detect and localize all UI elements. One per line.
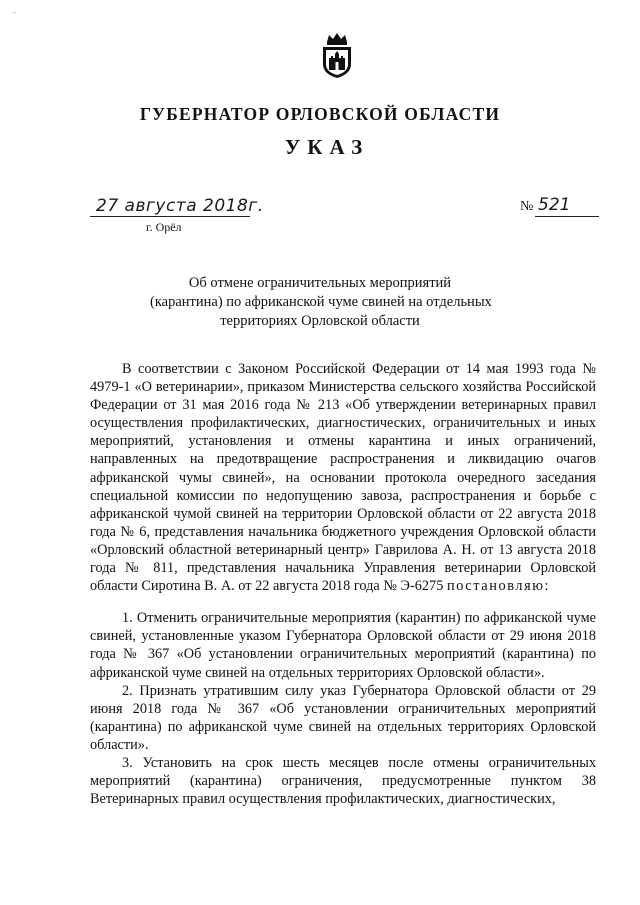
preamble-paragraph	[90, 360, 596, 595]
document-type: УКАЗ	[284, 135, 370, 159]
scan-mark: ··	[12, 9, 17, 17]
handwritten-date: 27 августа 2018г.	[96, 196, 264, 216]
subject-line-1: Об отмене ограничительных мероприятий	[188, 275, 452, 291]
item-1: 1. Отменить ограничительные мероприятия (карантин) по африканской чуме свиней, установленные указом Губернатора Орловской области от 29 июня 2018 года № 367 «Об установлении ограничительных мероприятий (карантина) по африканской чуме свиней на отдельных территориях Орловской области».	[90, 610, 596, 681]
subject-line-2: (карантина) по африканской чуме свиней на отдельных	[150, 294, 492, 310]
decree-word: постановляю:	[446, 578, 551, 595]
coat-of-arms-icon	[320, 30, 354, 80]
handwritten-number: 521	[538, 195, 571, 215]
decree-body	[90, 360, 596, 808]
decree-subject	[150, 274, 490, 331]
preamble-text: В соответствии с Законом Российской Федерации от 14 мая 1993 года № 4979-1 «О ветеринарии», приказом Министерства сельского хозяйства Российской Федерации от 31 мая 2016 года № 213 «Об утверждении ветеринарных правил осуществления профилактических, диагностических, ограничительных и иных мероприятий, установления и отмены карантина и иных ограничений, направленных на предотвращение распространения и ликвидацию очагов африканской чумы свиней», на основании протокола очередного заседания специальной комиссии по недопущению завоза, распространения и борьбе с африканской чумой свиней на территории Орловской области от 22 августа 2018 года № 6, представления начальника бюджетного учреждения Орловской области «Орловский областной ветеринарный центр» Гаврилова А. Н. от 13 августа 2018 года № 811, представления начальника Управления ветеринарии Орловской области Сиротина В. А. от 22 августа 2018 года № Э-6275	[90, 361, 596, 595]
item-2: 2. Признать утратившим силу указ Губернатора Орловской области от 29 июня 2018 года № 367 «Об установлении ограничительных мероприятий (карантина) по африканской чуме свиней на отдельных территориях Орловской области».	[90, 682, 596, 753]
number-label: №	[520, 199, 534, 214]
city-label: г. Орёл	[146, 220, 182, 234]
governor-title: ГУБЕРНАТОР ОРЛОВСКОЙ ОБЛАСТИ	[139, 104, 501, 124]
date-underline	[90, 216, 250, 217]
number-underline	[535, 216, 599, 217]
item-3: 3. Установить на срок шесть месяцев после отмены ограничительных мероприятий (карантина) ограничения, предусмотренные пунктом 38 Ветеринарных правил осуществления профилактических, диагностических,	[90, 754, 596, 808]
subject-line-3: территориях Орловской области	[220, 313, 420, 329]
